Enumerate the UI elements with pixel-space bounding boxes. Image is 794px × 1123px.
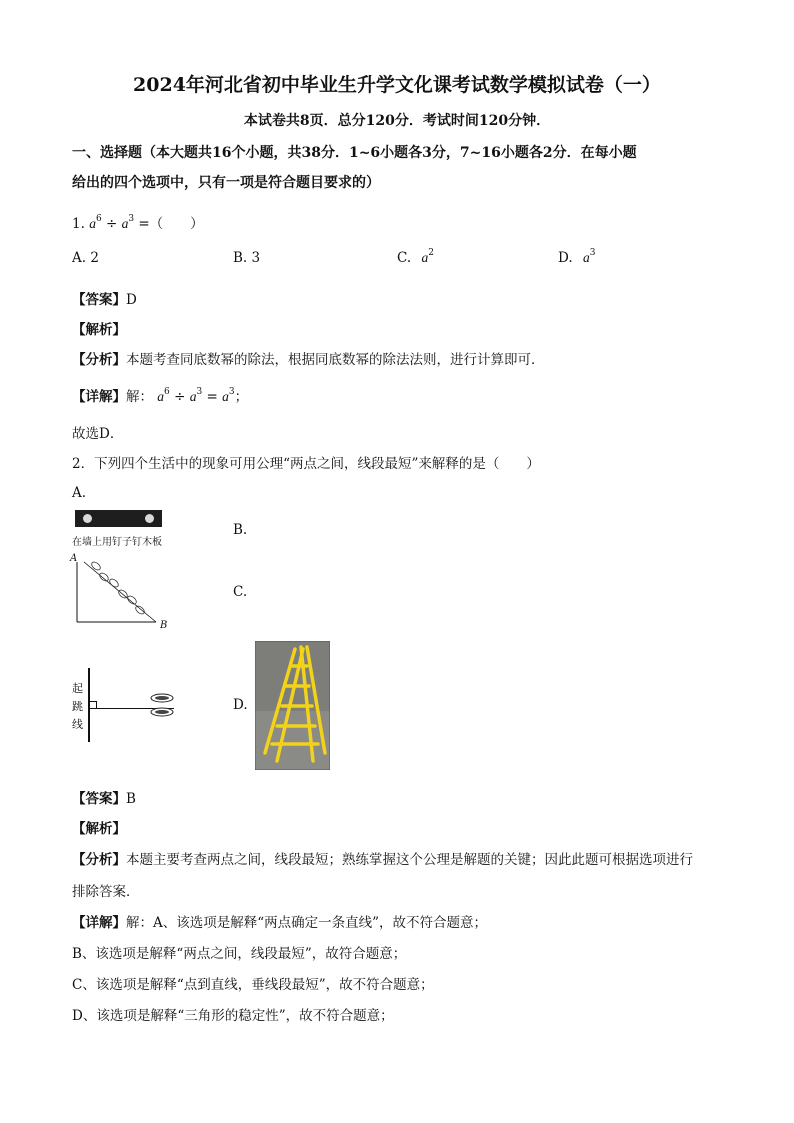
- q1-solution: [72, 385, 248, 405]
- q1-xiangjie-tag: 【详解】: [72, 389, 126, 405]
- jump-label-char2: 跳: [72, 700, 83, 713]
- q1-option-d-exp: 3: [589, 248, 596, 258]
- q2-answer-tag: 【答案】: [72, 791, 126, 807]
- q1-sol-base2: a: [189, 389, 197, 404]
- q1-option-c-label: C.: [397, 250, 412, 266]
- path-diagonal-line: [84, 562, 156, 622]
- q1-analysis-tag: 【解析】: [72, 322, 126, 338]
- q2-xiangjie-line1: [72, 911, 487, 931]
- q1-sol-exp3: 3: [228, 387, 235, 397]
- q1-sol-base3: a: [222, 389, 229, 404]
- q2-line-b: B、该选项是解释“两点之间，线段最短”，故符合题意；: [72, 946, 407, 962]
- page-title: 2024年河北省初中毕业生升学文化课考试数学模拟试卷（一）: [133, 74, 661, 96]
- exam-info: 本试卷共8页．总分120分．考试时间120分钟．: [243, 113, 551, 129]
- q1-fenxi: [72, 348, 545, 368]
- q1-option-c: [397, 250, 434, 266]
- q1-answer-value: D: [126, 292, 137, 308]
- q1-sol-op: ÷: [174, 389, 186, 405]
- q1-expr-exp2: 3: [128, 214, 135, 224]
- q2-fenxi-tag: 【分析】: [72, 852, 126, 868]
- q2-answer: [72, 787, 136, 807]
- q2-option-b-label: B.: [233, 522, 248, 538]
- q1-sol-exp1: 6: [164, 387, 170, 397]
- q1-stem: [72, 212, 204, 232]
- q2-line-c: C、该选项是解释“点到直线，垂线段最短”，故不符合题意；: [72, 977, 434, 993]
- q2-xiangjie-text: 解：A、该选项是解释“两点确定一条直线”，故不符合题意；: [126, 915, 488, 931]
- footpath-figure: [68, 550, 178, 632]
- q1-answer: [72, 288, 137, 308]
- q1-fenxi-text: 本题考查同底数幂的除法，根据同底数幂的除法法则，进行计算即可．: [126, 352, 545, 368]
- q1-option-d: [558, 250, 595, 266]
- q1-option-d-label: D.: [558, 250, 573, 266]
- point-a-label: A: [70, 553, 78, 564]
- q1-sol-end: ；: [234, 389, 249, 405]
- section-heading-line1: 一、选择题（本大题共16个小题，共38分．1~6小题各3分，7~16小题各2分．在每小题: [72, 145, 637, 161]
- shoe-prints-icon: [148, 692, 176, 718]
- q1-expr-exp1: 6: [95, 214, 102, 224]
- q1-option-b: B. 3: [233, 250, 261, 266]
- q2-fenxi-line2: 排除答案．: [72, 884, 140, 900]
- q1-expr-tail: =（ ）: [138, 216, 204, 232]
- q1-expr-op: ÷: [105, 216, 118, 232]
- q1-option-d-base: a: [582, 250, 590, 265]
- section-heading-line2: 给出的四个选项中，只有一项是符合题目要求的）: [72, 175, 380, 191]
- q1-expr-base1: a: [89, 216, 96, 231]
- q2-line-d: D、该选项是解释“三角形的稳定性”，故不符合题意；: [72, 1008, 394, 1024]
- q1-fenxi-tag: 【分析】: [72, 352, 126, 368]
- q2-option-d-label: D.: [233, 697, 248, 713]
- q2-answer-value: B: [126, 791, 136, 807]
- q2-option-a-label: A.: [72, 485, 87, 501]
- right-angle-icon: [90, 701, 97, 708]
- q1-option-c-exp: 2: [428, 248, 434, 258]
- q2-option-c-label: C.: [233, 584, 248, 600]
- board-figure: [75, 510, 162, 527]
- q2-stem: 2．下列四个生活中的现象可用公理“两点之间，线段最短”来解释的是（ ）: [72, 456, 540, 472]
- q1-sol-eq: =: [206, 389, 218, 405]
- q2-analysis-tag: 【解析】: [72, 821, 126, 837]
- q1-answer-tag: 【答案】: [72, 292, 126, 308]
- q1-expr-base2: a: [121, 216, 129, 231]
- ladder-photo: [255, 641, 330, 770]
- nail-left-icon: [83, 514, 92, 523]
- nail-right-icon: [145, 514, 154, 523]
- q1-number: 1.: [72, 216, 85, 232]
- footprints-icon: [90, 560, 146, 615]
- q1-xiangjie-prefix: 解：: [126, 389, 153, 405]
- q1-option-a: A. 2: [72, 250, 99, 266]
- jump-label-char3: 线: [72, 718, 83, 731]
- q1-sol-base1: a: [157, 389, 165, 404]
- q1-conclusion: 故选D．: [72, 426, 124, 442]
- q2-fenxi-text: 本题主要考查两点之间，线段最短；熟练掌握这个公理是解题的关键；因此此题可根据选项进行: [126, 852, 693, 868]
- q2-fenxi-line1: [72, 848, 693, 868]
- jump-label-char1: 起: [72, 682, 83, 695]
- q2-xiangjie-tag: 【详解】: [72, 915, 126, 931]
- q1-option-c-base: a: [421, 250, 429, 265]
- q1-sol-exp2: 3: [196, 387, 203, 397]
- point-b-label: B: [160, 620, 168, 631]
- figure-a-caption: 在墙上用钉子钉木板: [72, 537, 162, 548]
